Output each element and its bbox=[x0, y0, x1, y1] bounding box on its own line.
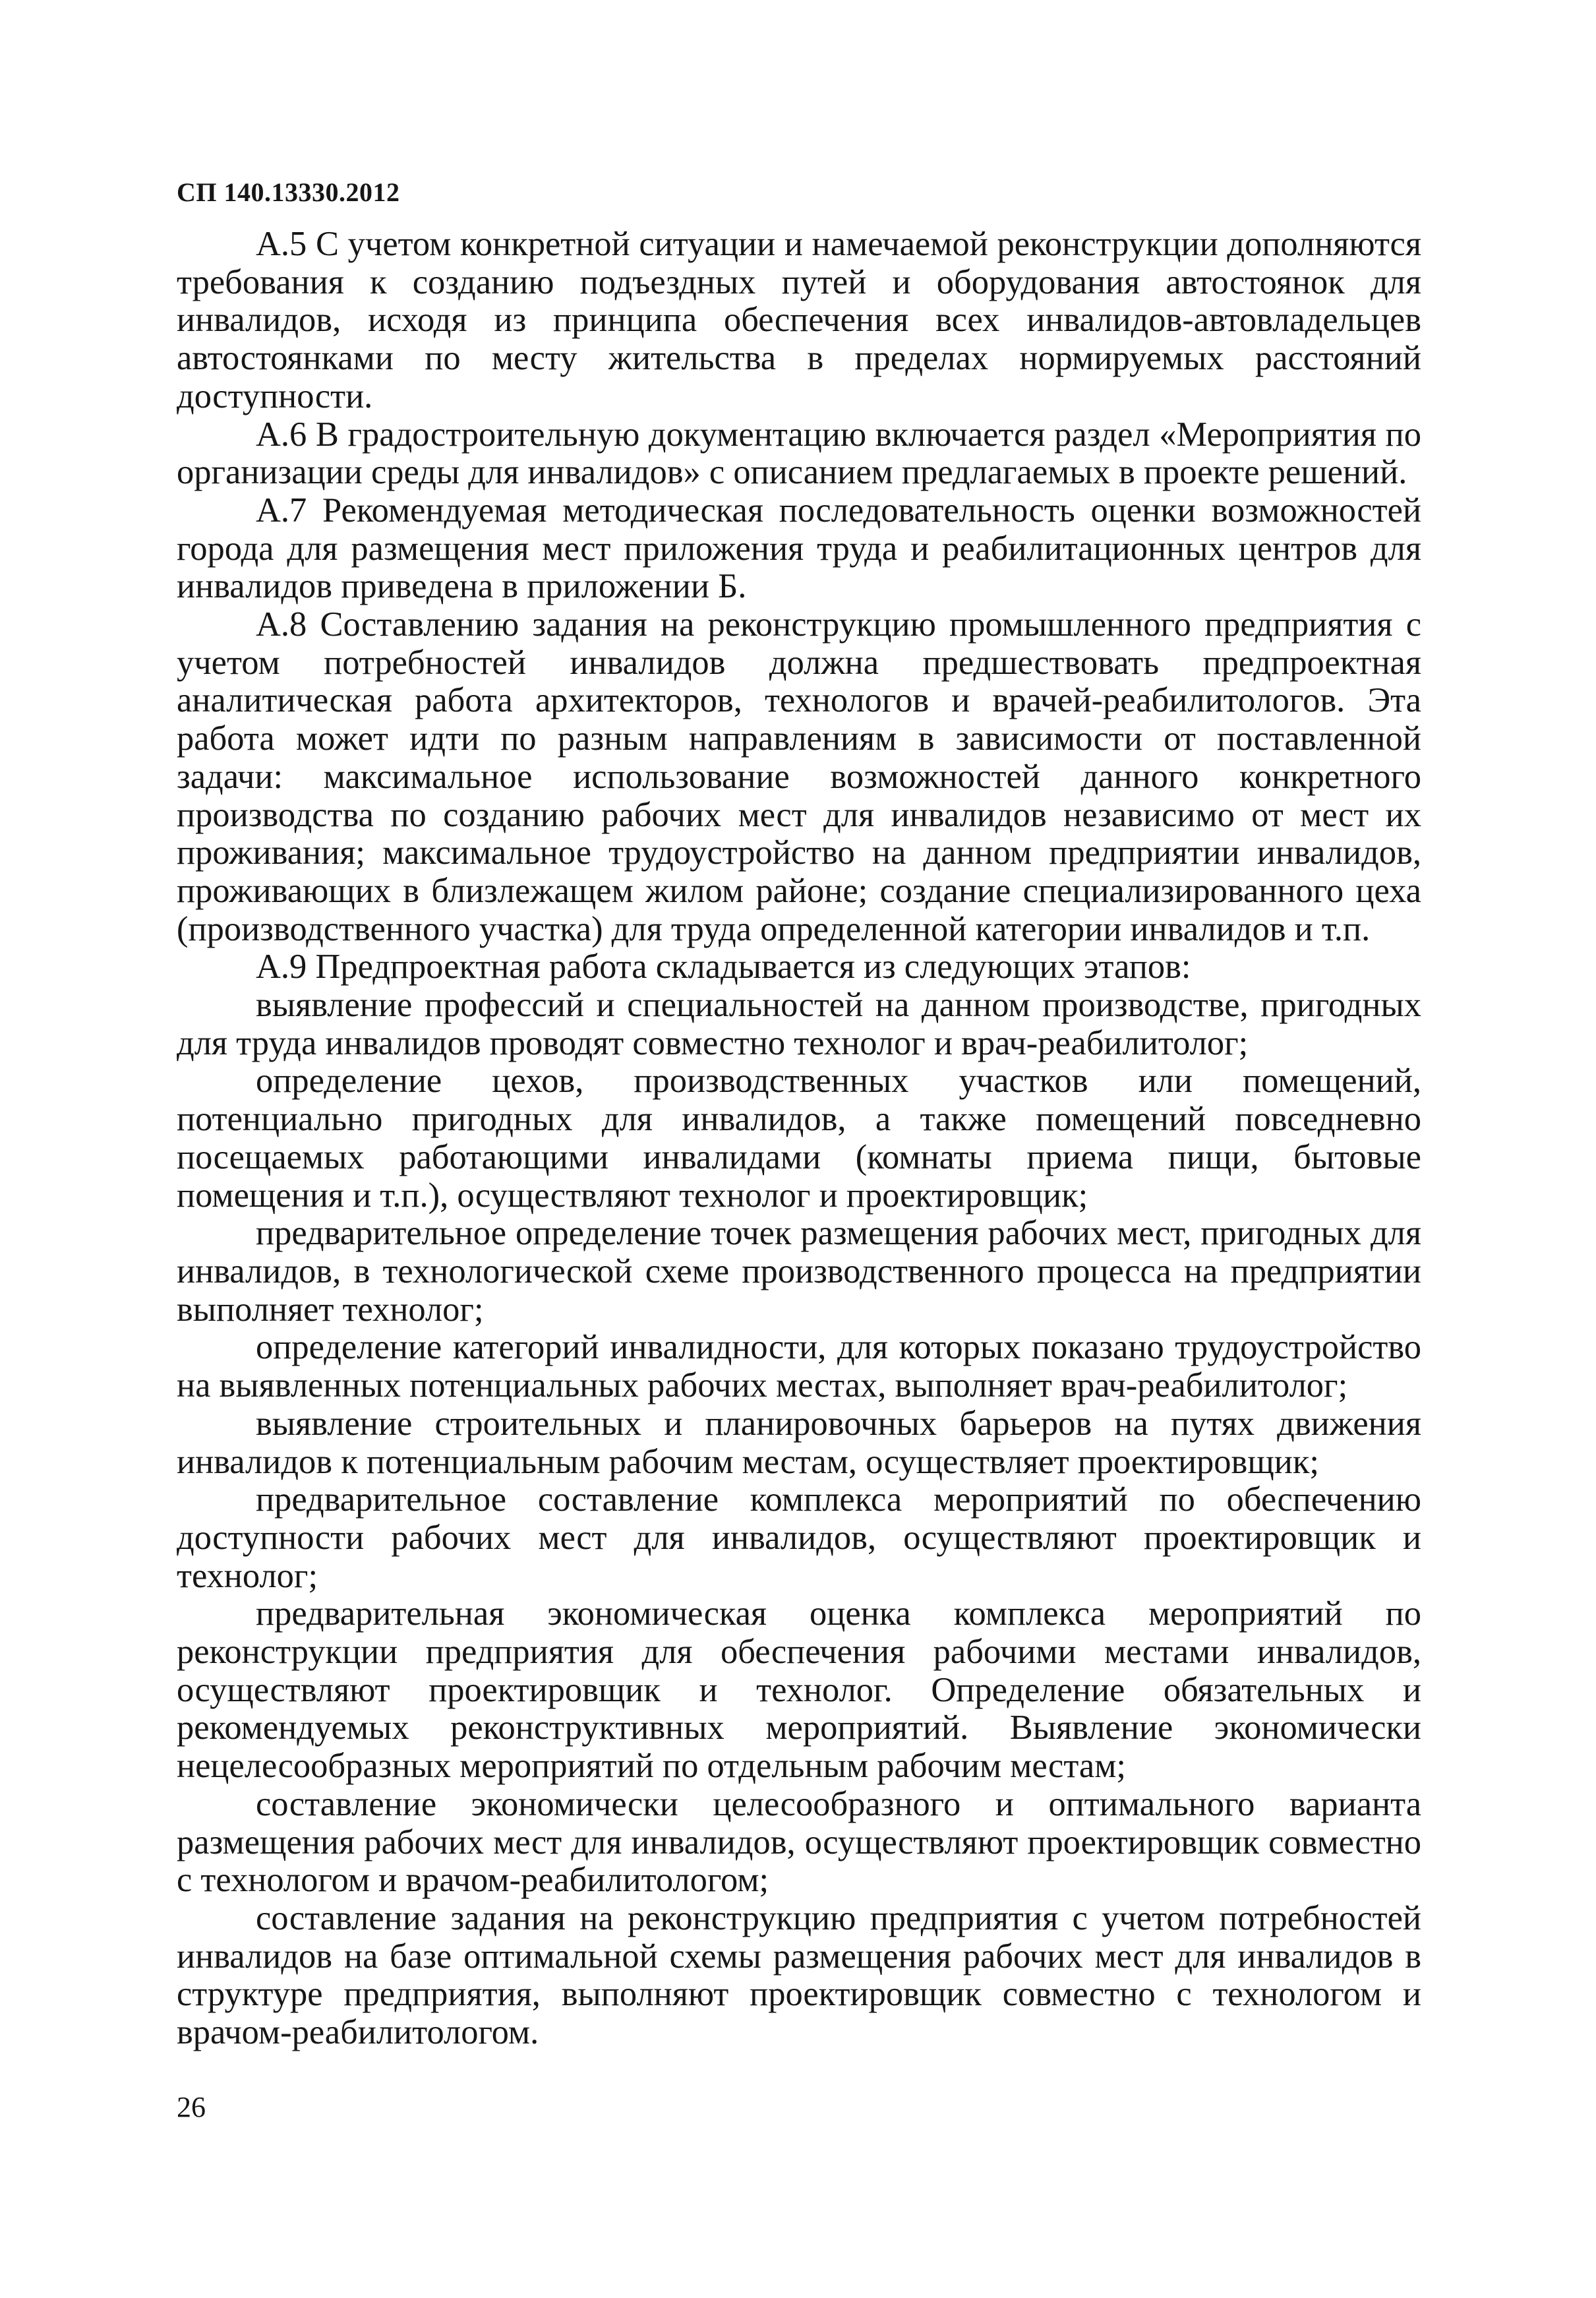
stage-item: определение категорий инвалидности, для которых показано трудоустройство на выявленных потенциальных рабочих местах, выполняет врач-реабилитолог; bbox=[177, 1328, 1421, 1405]
stage-item: определение цехов, производственных участков или помещений, потенциально пригодных для инвалидов, а также помещений повседневно посещаемых работающими инвалидами (комнаты приема пищи, бытовые помещения и т.п.), осуществляют технолог и проектировщик; bbox=[177, 1062, 1421, 1215]
stage-item: предварительное определение точек размещения рабочих мест, пригодных для инвалидов, в технологической схеме производственного процесса на предприятии выполняет технолог; bbox=[177, 1214, 1421, 1329]
stage-item: выявление профессий и специальностей на данном производстве, пригодных для труда инвалидов проводят совместно технолог и врач-реабилитолог; bbox=[177, 986, 1421, 1062]
paragraph-a6: А.6 В градостроительную документацию включается раздел «Мероприятия по организации среды для инвалидов» с описанием предлагаемых в проекте решений. bbox=[177, 415, 1421, 492]
stage-item: предварительная экономическая оценка комплекса мероприятий по реконструкции предприятия для обеспечения рабочими местами инвалидов, осуществляют проектировщик и технолог. Определение обязательных и рекомендуемых реконструктивных мероприятий. Выявление экономически нецелесообразных мероприятий по отдельным рабочим местам; bbox=[177, 1594, 1421, 1786]
document-body bbox=[177, 226, 1421, 2052]
page-number: 26 bbox=[177, 2091, 206, 2123]
stage-item: составление экономически целесообразного и оптимального варианта размещения рабочих мест для инвалидов, осуществляют проектировщик совместно с технологом и врачом-реабилитологом; bbox=[177, 1784, 1421, 1900]
paragraph-a5: А.5 С учетом конкретной ситуации и намечаемой реконструкции дополняются требования к созданию подъездных путей и оборудования автостоянок для инвалидов, исходя из принципа обеспечения всех инвалидов-автовладельцев автостоянками по месту жительства в пределах нормируемых расстояний доступности. bbox=[177, 225, 1421, 415]
stage-item: выявление строительных и планировочных барьеров на путях движения инвалидов к потенциальным рабочим местам, осуществляет проектировщик; bbox=[177, 1404, 1421, 1481]
document-code-header: СП 140.13330.2012 bbox=[177, 177, 400, 207]
paragraph-a7: А.7 Рекомендуемая методическая последовательность оценки возможностей города для размещения мест приложения труда и реабилитационных центров для инвалидов приведена в приложении Б. bbox=[177, 491, 1421, 606]
stage-item: составление задания на реконструкцию предприятия с учетом потребностей инвалидов на базе оптимальной схемы размещения рабочих мест для инвалидов в структуре предприятия, выполняют проектировщик совместно с технологом и врачом-реабилитологом. bbox=[177, 1898, 1421, 2052]
paragraph-a9: А.9 Предпроектная работа складывается из следующих этапов: bbox=[256, 948, 1191, 986]
stage-item: предварительное составление комплекса мероприятий по обеспечению доступности рабочих мест для инвалидов, осуществляют проектировщик и технолог; bbox=[177, 1480, 1421, 1595]
paragraph-a8: А.8 Составлению задания на реконструкцию промышленного предприятия с учетом потребностей инвалидов должна предшествовать предпроектная аналитическая работа архитекторов, технологов и врачей-реабилитологов. Эта работа может идти по разным направлениям в зависимости от поставленной задачи: максимальное использование возможностей данного конкретного производства по созданию рабочих мест для инвалидов независимо от мест их проживания; максимальное трудоустройство на данном предприятии инвалидов, проживающих в близлежащем жилом районе; создание специализированного цеха (производственного участка) для труда определенной категории инвалидов и т.п. bbox=[177, 605, 1421, 948]
